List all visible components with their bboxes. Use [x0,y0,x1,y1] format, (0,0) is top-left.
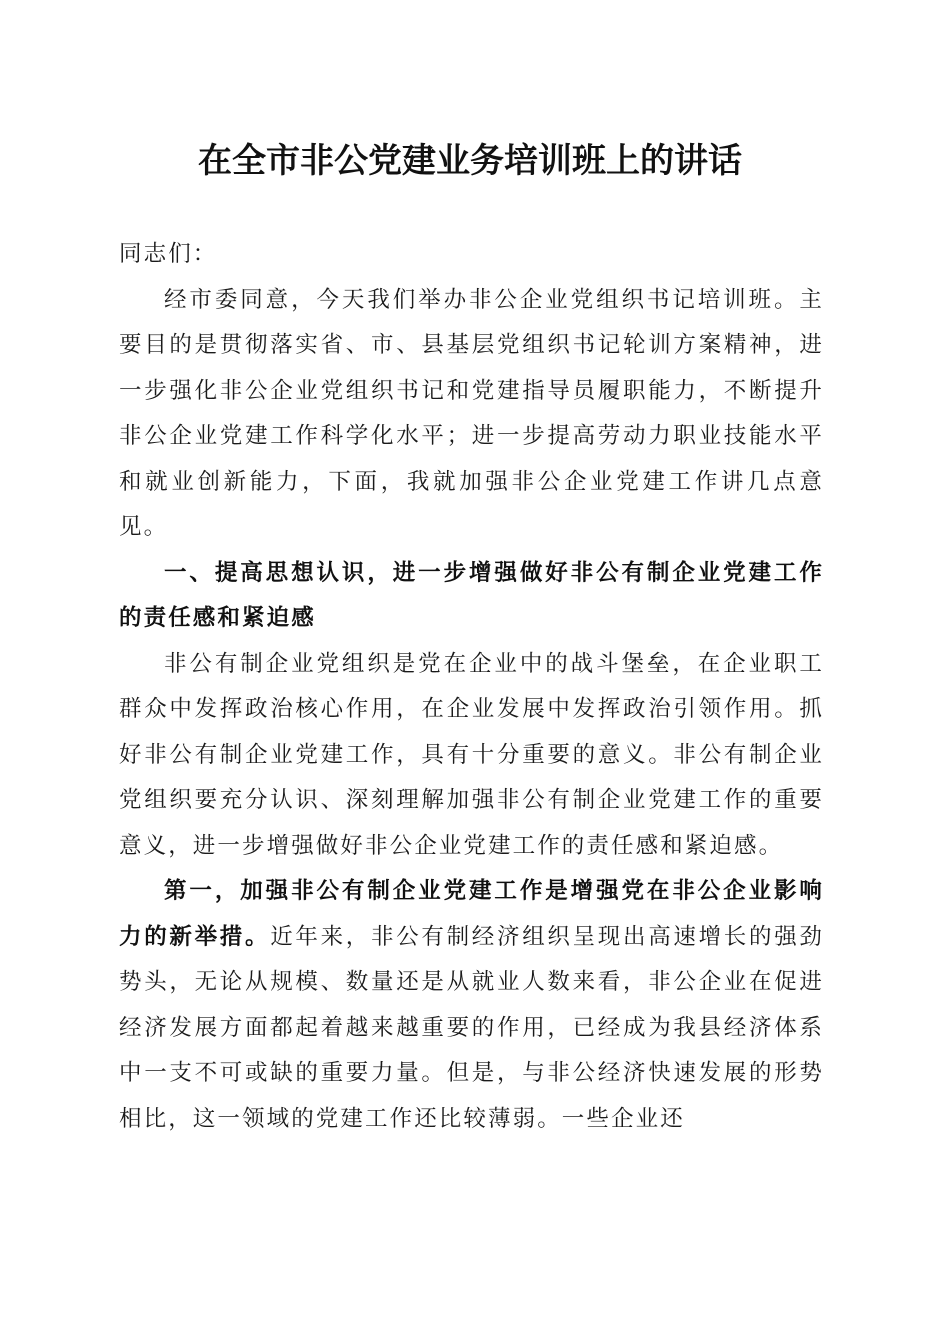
section-1-paragraph: 非公有制企业党组织是党在企业中的战斗堡垒，在企业职工群众中发挥政治核心作用，在企业发展中发挥政治引领作用。抓好非公有制企业党建工作，具有十分重要的意义。非公有制企业党组织要充分认识、深刻理解加强非公有制企业党建工作的重要意义，进一步增强做好非公企业党建工作的责任感和紧迫感。 [119,650,824,859]
document-title: 在全市非公党建业务培训班上的讲话 [198,141,742,181]
document-body [119,232,824,1142]
point-1-body: 近年来，非公有制经济组织呈现出高速增长的强劲势头，无论从规模、数量还是从就业人数来看，非公企业在促进经济发展方面都起着越来越重要的作用，已经成为我县经济体系中一支不可或缺的重要力量。但是，与非公经济快速发展的形势相比，这一领域的党建工作还比较薄弱。一些企业还 [119,923,824,1132]
salutation: 同志们： [119,241,218,267]
point-1-paragraph [119,869,824,1142]
intro-paragraph: 经市委同意，今天我们举办非公企业党组织书记培训班。主要目的是贯彻落实省、市、县基层党组织书记轮训方案精神，进一步强化非公企业党组织书记和党建指导员履职能力，不断提升非公企业党建工作科学化水平；进一步提高劳动力职业技能水平和就业创新能力，下面，我就加强非公企业党建工作讲几点意见。 [119,286,824,540]
point-1-lead: 第一，加强非公有制企业党建工作是增强党在非公企业影响力的新举措。 [119,878,824,950]
section-heading-1: 一、提高思想认识，进一步增强做好非公有制企业党建工作的责任感和紧迫感 [119,559,824,631]
